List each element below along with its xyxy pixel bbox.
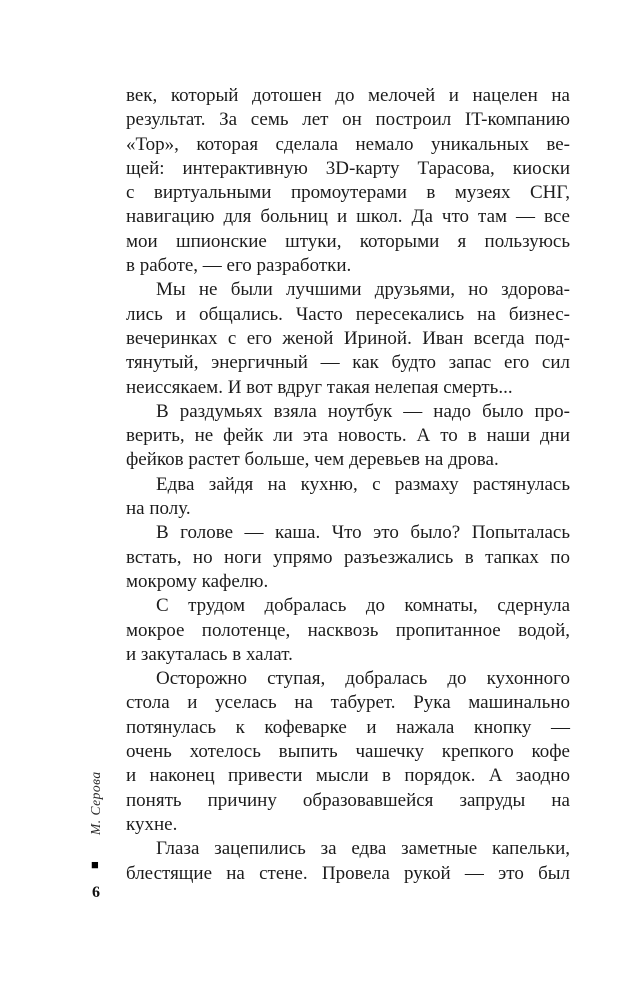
text-line: с виртуальными промоутерами в музеях СНГ, <box>126 182 570 204</box>
text-line: «Тор», которая сделала немало уникальных ве- <box>126 133 570 155</box>
text-line: и наконец привести мысли в порядок. А заодно <box>126 765 570 787</box>
text-line: на полу. <box>126 498 191 520</box>
text-line: В голове — каша. Что это было? Попыталась <box>156 522 570 544</box>
text-line: неиссякаем. И вот вдруг такая нелепая смерть... <box>126 376 513 398</box>
text-line: блестящие на стене. Провела рукой — это был <box>126 862 570 884</box>
text-line: вечеринках с его женой Ириной. Иван всегда под- <box>126 327 570 349</box>
text-line: Едва зайдя на кухню, с размаху растянулась <box>156 473 570 495</box>
text-line: мокрому кафелю. <box>126 570 269 592</box>
text-line: Осторожно ступая, добралась до кухонного <box>156 668 570 690</box>
text-line: и закуталась в халат. <box>126 643 293 665</box>
text-block <box>126 84 570 886</box>
text-line: кухне. <box>126 813 178 835</box>
text-line: тянутый, энергичный — как будто запас его сил <box>126 352 570 374</box>
text-line: Мы не были лучшими друзьями, но здорова- <box>156 279 570 301</box>
text-line: мокрое полотенце, насквозь пропитанное водой, <box>126 619 570 641</box>
text-line: результат. За семь лет он построил IT-компанию <box>126 109 570 131</box>
text-line: встать, но ноги упрямо разъезжались в тапках по <box>126 546 570 568</box>
paragraph <box>126 400 570 473</box>
text-line: навигацию для больниц и школ. Да что там — все <box>126 206 570 228</box>
paragraph <box>126 594 570 667</box>
text-line: в работе, — его разработки. <box>126 255 352 277</box>
text-line: фейков растет больше, чем деревьев на дрова. <box>126 449 499 471</box>
paragraph <box>126 278 570 399</box>
paragraph <box>126 667 570 837</box>
text-line: верить, не фейк ли эта новость. А то в наши дни <box>126 425 570 447</box>
text-line: потянулась к кофеварке и нажала кнопку — <box>126 716 570 738</box>
text-line: очень хотелось выпить чашечку крепкого кофе <box>126 741 570 763</box>
text-line: С трудом добралась до комнаты, сдернула <box>156 595 570 617</box>
text-line: стола и уселась на табурет. Рука машинально <box>126 692 570 714</box>
paragraph <box>126 837 570 886</box>
paragraph <box>126 473 570 522</box>
section-marker-icon: ■ <box>91 857 99 872</box>
author-margin-label: М. Серова <box>88 771 103 835</box>
text-line: щей: интерактивную 3D-карту Тарасова, киоски <box>126 157 570 179</box>
page-number: 6 <box>92 884 100 901</box>
text-line: В раздумьях взяла ноутбук — надо было про- <box>156 400 570 422</box>
text-line: лись и общались. Часто пересекались на бизнес- <box>126 303 570 325</box>
text-line: Глаза зацепились за едва заметные капельки, <box>156 838 570 860</box>
paragraph <box>126 521 570 594</box>
text-line: понять причину образовавшейся запруды на <box>126 789 570 811</box>
text-line: век, который дотошен до мелочей и нацелен на <box>126 85 570 106</box>
text-line: мои шпионские штуки, которыми я пользуюсь <box>126 230 570 252</box>
paragraph <box>126 84 570 278</box>
